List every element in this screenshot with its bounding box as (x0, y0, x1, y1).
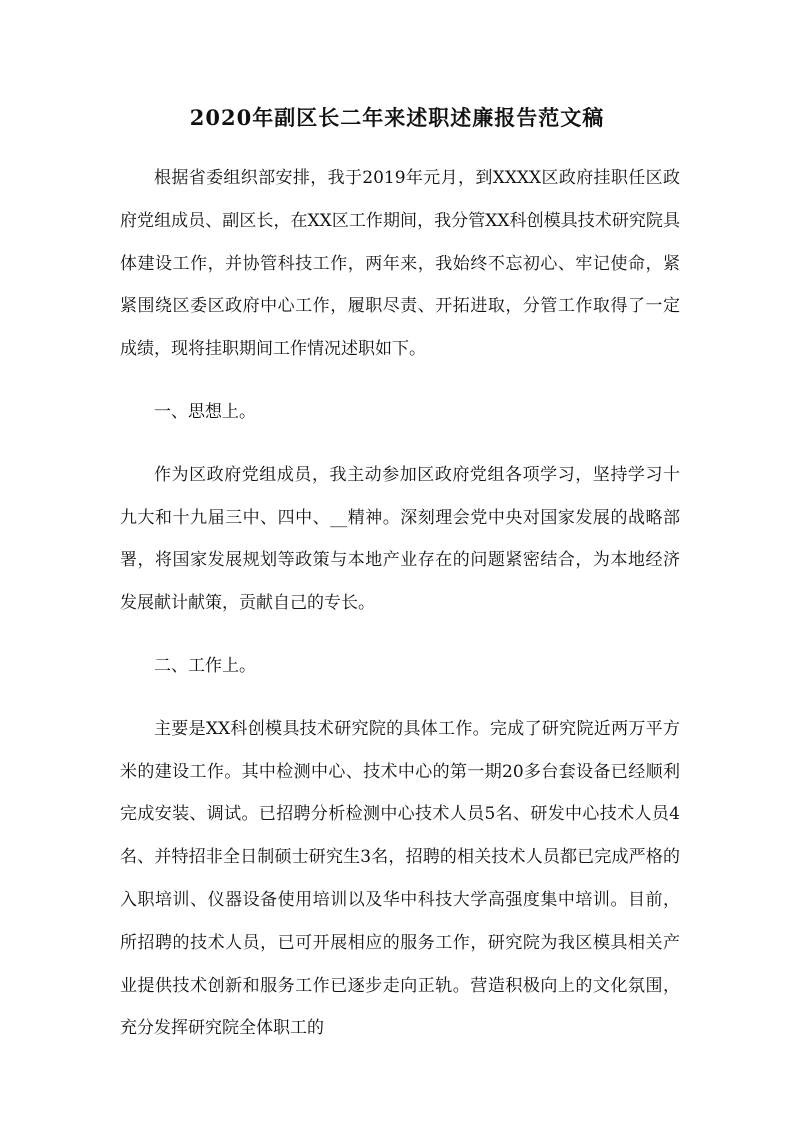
document-body (120, 157, 680, 1070)
section-heading-thought: 一、思想上。 (154, 401, 256, 422)
paragraph-intro: 根据省委组织部安排，我于2019年元月，到XXXX区政府挂职任区政府党组成员、副区长，在XX区工作期间，我分管XX科创模具技术研究院具体建设工作，并协管科技工作，两年来，我始终不忘初心、牢记使命，紧紧围绕区委区政府中心工作，履职尽责、开拓进取，分管工作取得了一定成绩，现将挂职期间工作情况述职如下。 (120, 168, 680, 360)
section-heading-work: 二、工作上。 (154, 655, 256, 676)
document-title: 2020年副区长二年来述职述廉报告范文稿 (189, 105, 605, 130)
paragraph-thought: 作为区政府党组成员，我主动参加区政府党组各项学习，坚持学习十九大和十九届三中、四中、__精神。深刻理会党中央对国家发展的战略部署，将国家发展规划等政策与本地产业存在的问题紧密结合，为本地经济发展献计献策，贡献自己的专长。 (120, 464, 680, 614)
paragraph-work: 主要是XX科创模具技术研究院的具体工作。完成了研究院近两万平方米的建设工作。其中检测中心、技术中心的第一期20多台套设备已经顺利完成安装、调试。已招聘分析检测中心技术人员5名、研发中心技术人员4名、并特招非全日制硕士研究生3名，招聘的相关技术人员都已完成严格的入职培训、仪器设备使用培训以及华中科技大学高强度集中培训。目前，所招聘的技术人员，已可开展相应的服务工作，研究院为我区模具相关产业提供技术创新和服务工作已逐步走向正轨。营造积极向上的文化氛围，充分发挥研究院全体职工的 (120, 718, 680, 1039)
